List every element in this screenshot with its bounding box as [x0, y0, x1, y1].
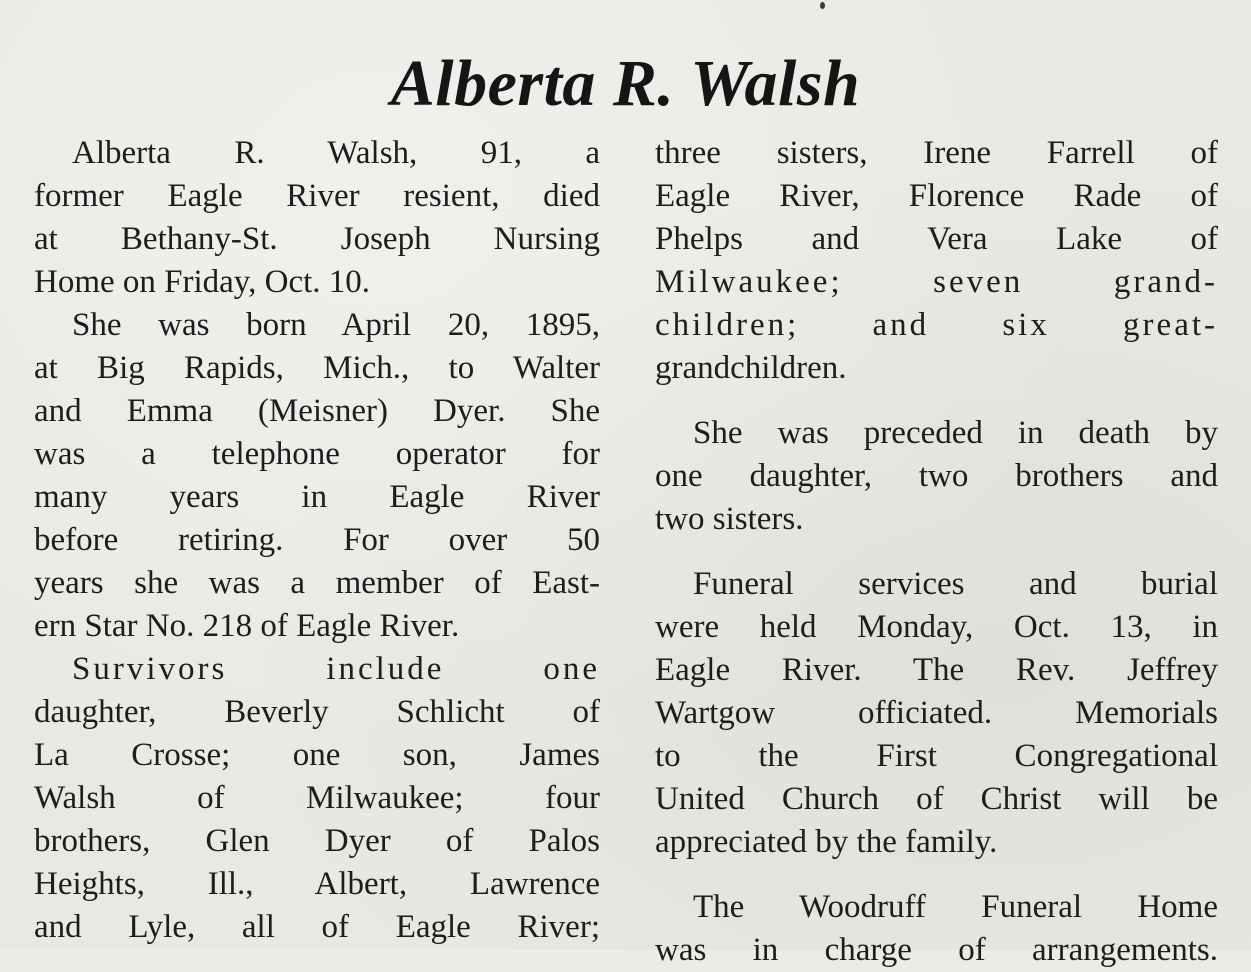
obituary-headline: Alberta R. Walsh — [390, 47, 861, 120]
text-line: The Woodruff Funeral Home — [693, 889, 1218, 925]
text-line: ern Star No. 218 of Eagle River. — [34, 608, 460, 644]
text-line: was in charge of arrangements. — [655, 932, 1218, 968]
text-line: was a telephone operator for — [34, 436, 600, 472]
paragraph-survivors-continued — [655, 132, 1218, 390]
right-column — [655, 132, 1218, 972]
ink-speck — [820, 2, 825, 9]
paragraph-funeral-services — [655, 563, 1218, 864]
paragraph-survivors — [34, 648, 600, 949]
text-line: Wartgow officiated. Memorials — [655, 695, 1218, 731]
paragraph-preceded-in-death — [655, 412, 1218, 541]
paragraph-death-notice — [34, 132, 600, 304]
text-line: Eagle River. The Rev. Jeffrey — [655, 652, 1218, 688]
text-line: Alberta R. Walsh, 91, a — [72, 135, 600, 171]
text-line: Home on Friday, Oct. 10. — [34, 264, 371, 300]
text-line: were held Monday, Oct. 13, in — [655, 609, 1218, 645]
text-line: two sisters. — [655, 501, 804, 537]
paragraph-biography — [34, 304, 600, 648]
text-line: at Bethany-St. Joseph Nursing — [34, 221, 600, 257]
text-line: at Big Rapids, Mich., to Walter — [34, 350, 600, 386]
text-line: children; and six great- — [655, 307, 1218, 343]
text-line: Heights, Ill., Albert, Lawrence — [34, 866, 600, 902]
text-line: and Lyle, all of Eagle River; — [34, 909, 600, 945]
text-line: Funeral services and burial — [693, 566, 1218, 602]
text-line: before retiring. For over 50 — [34, 522, 600, 558]
text-line: grandchildren. — [655, 350, 847, 386]
text-line: daughter, Beverly Schlicht of — [34, 694, 600, 730]
text-line: Phelps and Vera Lake of — [655, 221, 1218, 257]
text-line: She was preceded in death by — [693, 415, 1218, 451]
text-line: Survivors include one — [72, 651, 600, 687]
text-line: one daughter, two brothers and — [655, 458, 1218, 494]
text-line: brothers, Glen Dyer of Palos — [34, 823, 600, 859]
text-line: to the First Congregational — [655, 738, 1218, 774]
text-line: Walsh of Milwaukee; four — [34, 780, 600, 816]
text-line: many years in Eagle River — [34, 479, 600, 515]
text-line: years she was a member of East- — [34, 565, 600, 601]
text-line: La Crosse; one son, James — [34, 737, 600, 773]
text-line: Eagle River, Florence Rade of — [655, 178, 1218, 214]
left-column — [34, 132, 600, 949]
text-line: three sisters, Irene Farrell of — [655, 135, 1218, 171]
text-line: former Eagle River resient, died — [34, 178, 600, 214]
text-line: United Church of Christ will be — [655, 781, 1218, 817]
text-line: Milwaukee; seven grand- — [655, 264, 1218, 300]
text-line: appreciated by the family. — [655, 824, 998, 860]
text-line: and Emma (Meisner) Dyer. She — [34, 393, 600, 429]
paragraph-funeral-home — [655, 886, 1218, 972]
text-line: She was born April 20, 1895, — [72, 307, 600, 343]
